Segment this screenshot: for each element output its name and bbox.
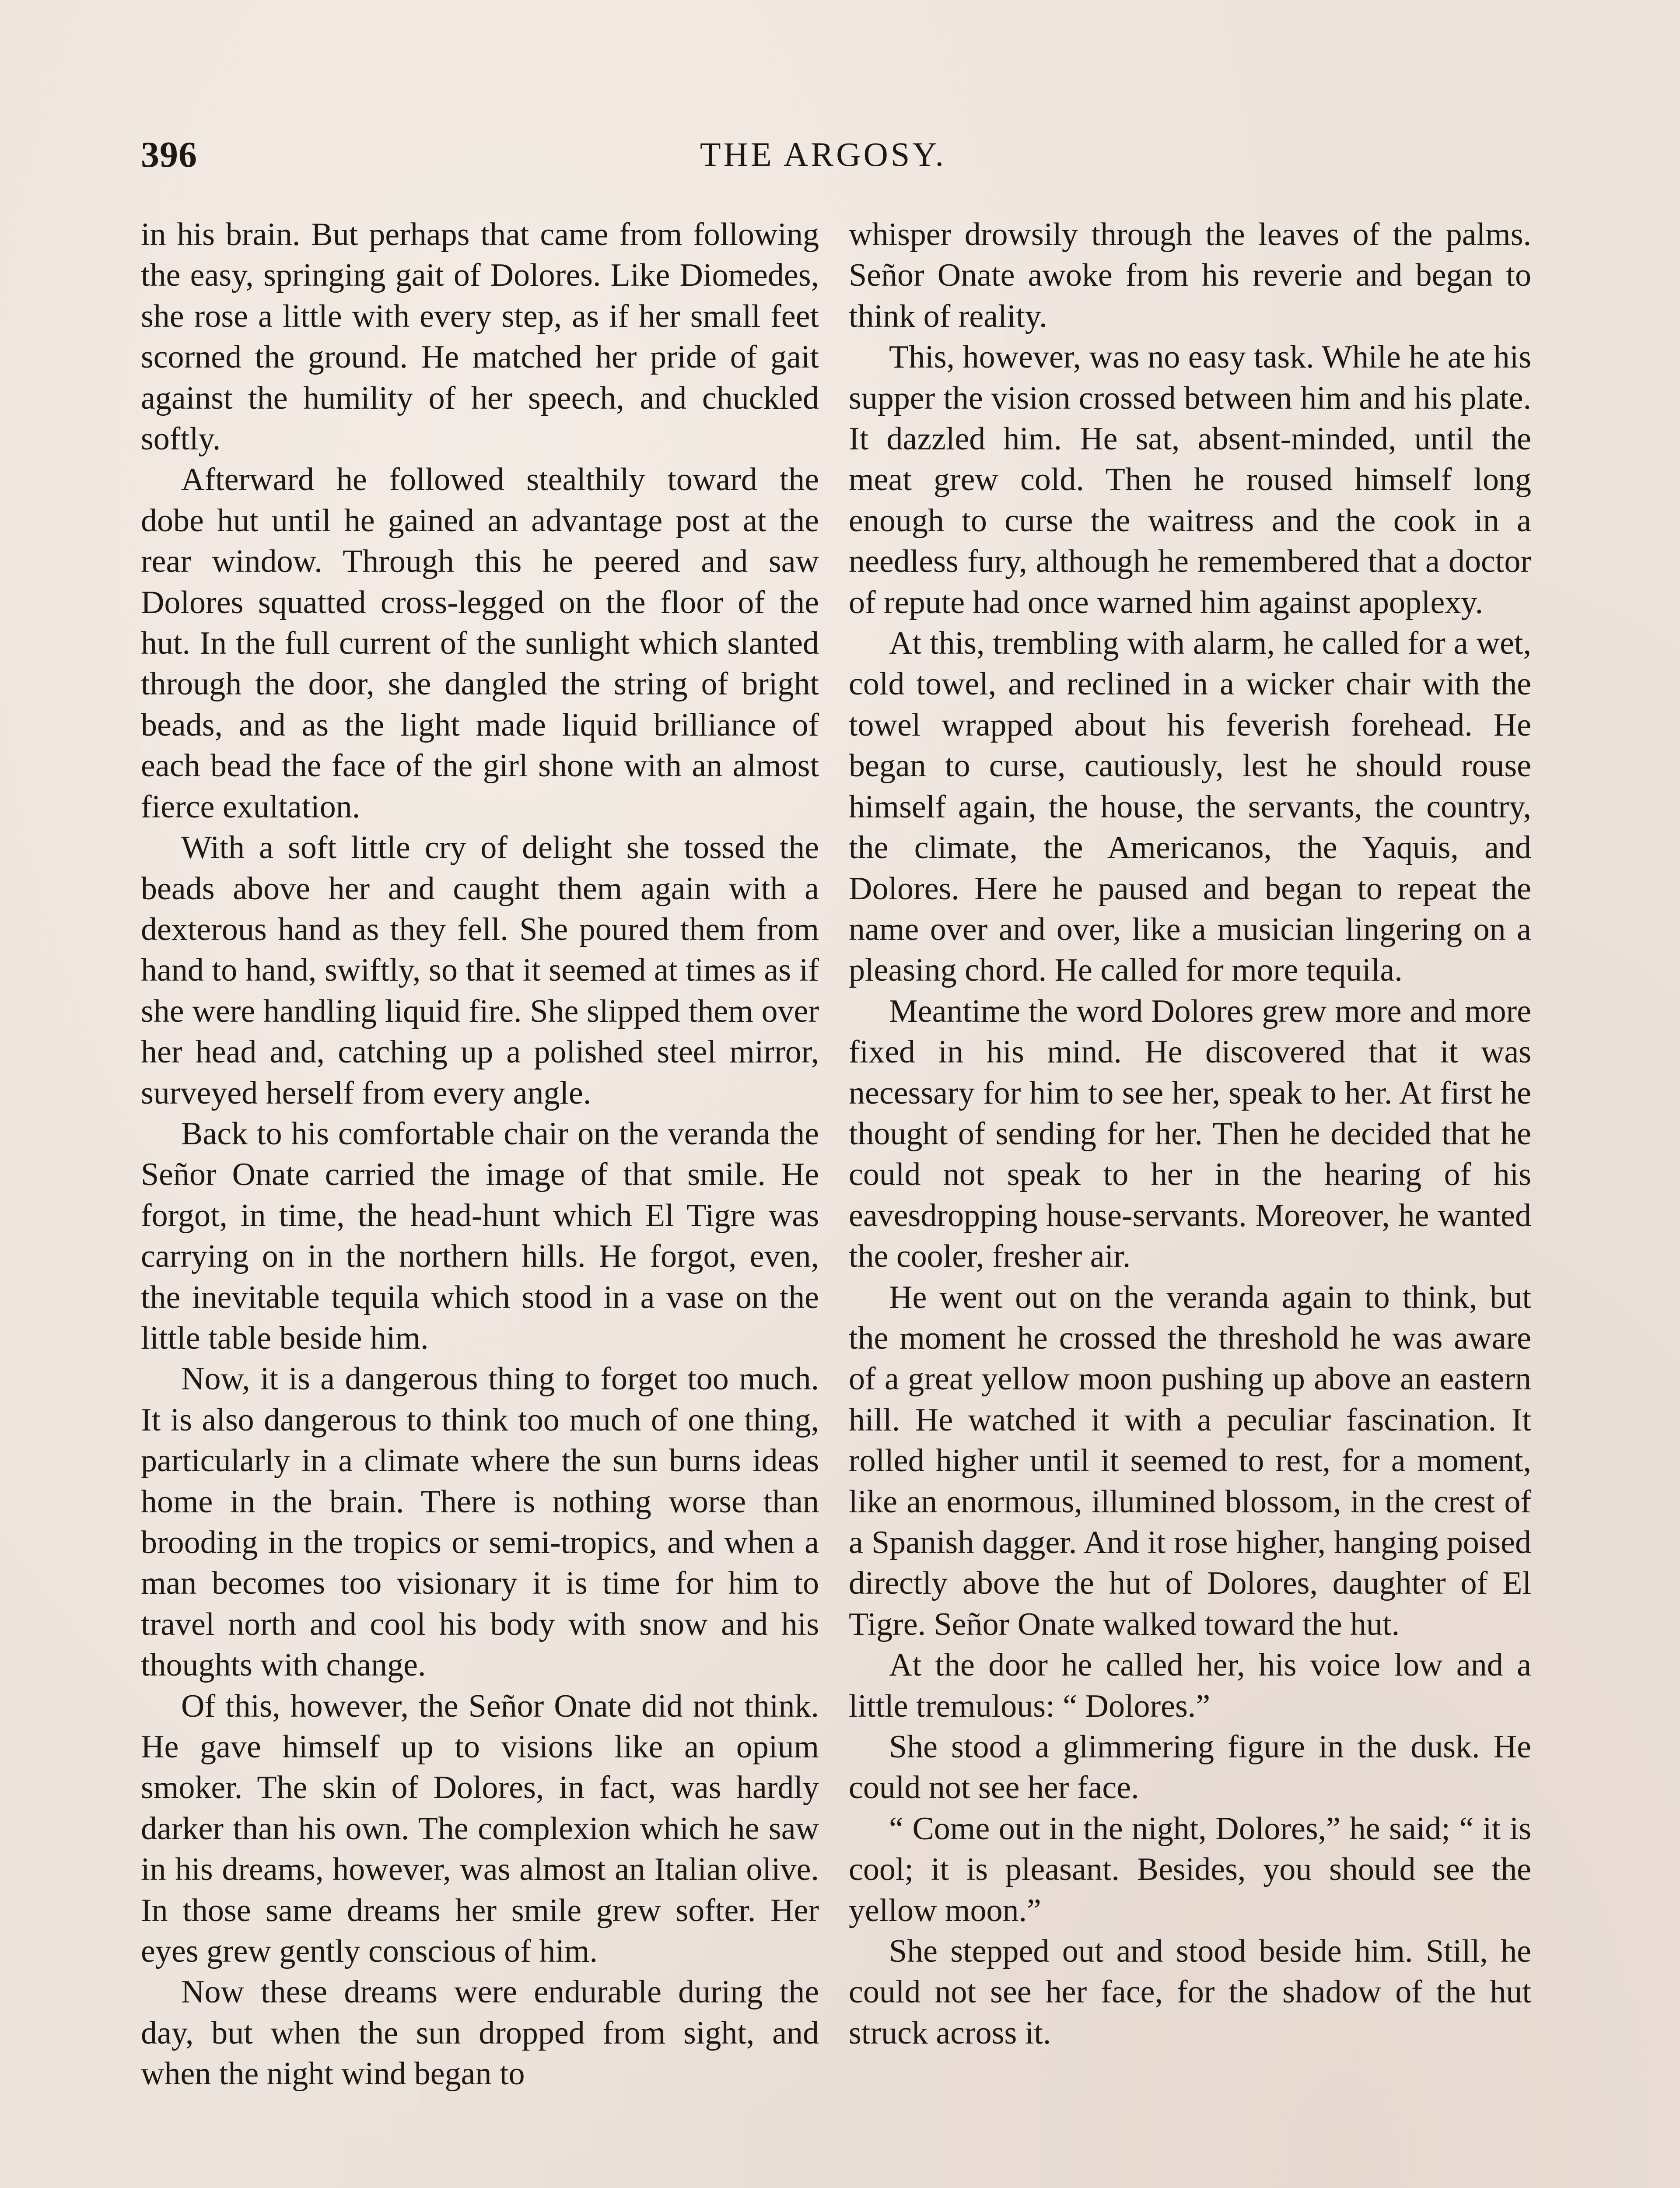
paragraph: Afterward he followed stealthily toward the dobe hut until he gained an advantage post at the rear window. Through this he peered and saw Dolores squatted cross-legged on the floor of the hut. In the full current of the sunlight which slanted through the door, she dangled the string of bright beads, and as the light made liquid brilliance of each bead the face of the girl shone with an almost fierce exultation. (141, 462, 819, 825)
paragraph: He went out on the veranda again to think, but the moment he crossed the threshold he was aware of a great yellow moon pushing up above an eastern hill. He watched it with a peculiar fascination. It rolled higher until it seemed to rest, for a moment, like an enormous, illumined blossom, in the crest of a Spanish dagger. And it rose higher, hanging poised directly above the hut of Dolores, daughter of El Tigre. Señor Onate walked toward the hut. (849, 1279, 1531, 1642)
paragraph: She stepped out and stood beside him. Still, he could not see her face, for the shadow of the hut struck across it. (849, 1933, 1531, 2051)
paragraph: Meantime the word Dolores grew more and more fixed in his mind. He discovered that it was necessary for him to see her, speak to her. At first he thought of sending for her. Then he decided that he could not speak to her in the hearing of his eavesdropping house-servants. Moreover, he wanted the cooler, fresher air. (849, 993, 1531, 1275)
paragraph: With a soft little cry of delight she tossed the beads above her and caught them again with a dexterous hand as they fell. She poured them from hand to hand, swiftly, so that it seemed at times as if she were handling liquid fire. She slipped them over her head and, catching up a polished steel mirror, surveyed herself from every angle. (141, 830, 819, 1111)
paragraph: Back to his comfortable chair on the veranda the Señor Onate carried the image of that smile. He forgot, in time, the head-hunt which El Tigre was carrying on in the northern hills. He forgot, even, the inevitable tequila which stood in a vase on the little table beside him. (141, 1115, 819, 1356)
paragraph: Of this, however, the Señor Onate did not think. He gave himself up to visions like an opium smoker. The skin of Dolores, in fact, was hardly darker than his own. The complexion which he saw in his dreams, however, was almost an Italian olive. In those same dreams her smile grew softer. Her eyes grew gently conscious of him. (141, 1688, 819, 1970)
paragraph: At this, trembling with alarm, he called for a wet, cold towel, and reclined in a wicker chair with the towel wrapped about his feverish forehead. He began to curse, cautiously, lest he should rouse himself again, the house, the servants, the country, the climate, the Americanos, the Yaquis, and Dolores. Here he paused and began to repeat the name over and over, like a musician lingering on a pleasing chord. He called for more tequila. (849, 625, 1531, 989)
page-number: 396 (141, 134, 197, 175)
paragraph: Now, it is a dangerous thing to forget too much. It is also dangerous to think too much of one thing, particularly in a climate where the sun burns ideas home in the brain. There is nothing worse than brooding in the tropics or semi-tropics, and when a man becomes too visionary it is time for him to travel north and cool his body with snow and his thoughts with change. (141, 1361, 819, 1683)
paragraph: whisper drowsily through the leaves of the palms. Señor Onate awoke from his reverie and began to think of reality. (849, 217, 1531, 334)
left-text-column (141, 214, 819, 2095)
paragraph: Now these dreams were endurable during the day, but when the sun dropped from sight, and when the night wind began to (141, 1974, 819, 2092)
paragraph: She stood a glimmering figure in the dusk. He could not see her face. (849, 1729, 1531, 1806)
paragraph: “ Come out in the night, Dolores,” he said; “ it is cool; it is pleasant. Besides, you should see the yellow moon.” (849, 1810, 1531, 1929)
magazine-title: THE ARGOSY. (700, 135, 946, 173)
right-text-column (849, 214, 1531, 2054)
paragraph: in his brain. But perhaps that came from following the easy, springing gait of Dolores. Like Diomedes, she rose a little with every step, as if her small feet scorned the ground. He matched her pride of gait against the humility of her speech, and chuckled softly. (141, 217, 819, 457)
paragraph: At the door he called her, his voice low and a little tremulous: “ Dolores.” (849, 1647, 1531, 1724)
paragraph: This, however, was no easy task. While he ate his supper the vision crossed between him and his plate. It dazzled him. He sat, absent-minded, until the meat grew cold. Then he roused himself long enough to curse the waitress and the cook in a needless fury, although he remembered that a doctor of repute had once warned him against apoplexy. (849, 339, 1531, 621)
